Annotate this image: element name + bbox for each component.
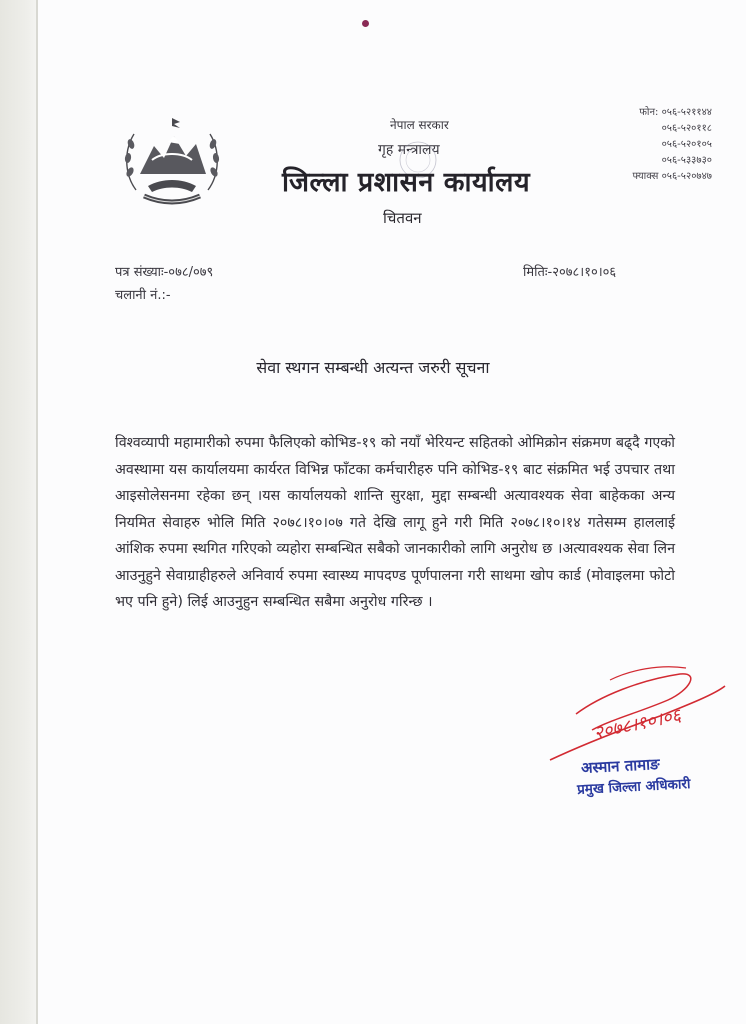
paper-left-border <box>0 0 38 1024</box>
nepal-government-emblem-icon <box>118 112 226 212</box>
fax-line: फ्याक्स ०५६-५२०७४७ <box>632 171 712 182</box>
government-name: नेपाल सरकार <box>390 118 449 132</box>
signature-block <box>540 650 740 820</box>
signatory-designation: प्रमुख जिल्ला अधिकारी <box>576 776 691 798</box>
phone-line: ०५६-५२०११८ <box>661 123 712 134</box>
district-name: चितवन <box>383 209 422 227</box>
notice-body: विश्वव्यापी महामारीको रुपमा फैलिएको कोभिड-१९ को नयाँ भेरियन्ट सहितको ओमिक्रोन संक्रमण बढ्दै गएको अवस्थामा यस कार्यालयमा कार्यरत विभिन्न फाँटका कर्मचारीहरु पनि कोभिड-१९ बाट संक्रमित भई उपचार तथा आइसोलेसनमा रहेका छन् ।यस कार्यालयको शान्ति सुरक्षा, मुद्दा सम्बन्धी अत्यावश्यक सेवा बाहेकका अन्य नियमित सेवाहरु भोलि मिति २०७८।१०।०७ गते देखि लागू हुने गरी मिति २०७८।१०।१४ गतेसम्म हाललाई आंशिक रुपमा स्थगित गरिएको व्यहोरा सम्बन्धित सबैको जानकारीको लागि अनुरोध छ ।अत्यावश्यक सेवा लिन आउनुहुने सेवाग्राहीहरुले अनिवार्य रुपमा स्वास्थ्य मापदण्ड पूर्णपालना गरी साथमा खोप कार्ड (मोवाइलमा फोटो भए पनि हुने) लिई आउनुहुन सम्बन्धित सबैमा अनुरोध गरिन्छ । <box>115 435 675 610</box>
ministry-name: गृह मन्त्रालय <box>378 142 440 158</box>
phone-line: ०५६-५३३७३० <box>661 155 712 166</box>
office-title: जिल्ला प्रशासन कार्यालय <box>282 167 531 198</box>
signatory-name: अस्मान तामाङ <box>580 754 660 778</box>
phone-line: ०५६-५२०१०५ <box>661 139 712 150</box>
handwritten-date: २०७८।१०।०६ <box>591 705 683 744</box>
ink-spot <box>362 20 369 27</box>
notice-title: सेवा स्थगन सम्बन्धी अत्यन्त जरुरी सूचना <box>256 358 490 377</box>
dispatch-number: चलानी नं.:- <box>115 288 171 303</box>
letter-date: मितिः-२०७८।१०।०६ <box>523 265 617 280</box>
contact-numbers <box>600 104 712 184</box>
letter-number: पत्र संख्याः-०७८/०७९ <box>115 265 214 280</box>
phone-line: फोन: ०५६-५२११४४ <box>639 107 712 118</box>
